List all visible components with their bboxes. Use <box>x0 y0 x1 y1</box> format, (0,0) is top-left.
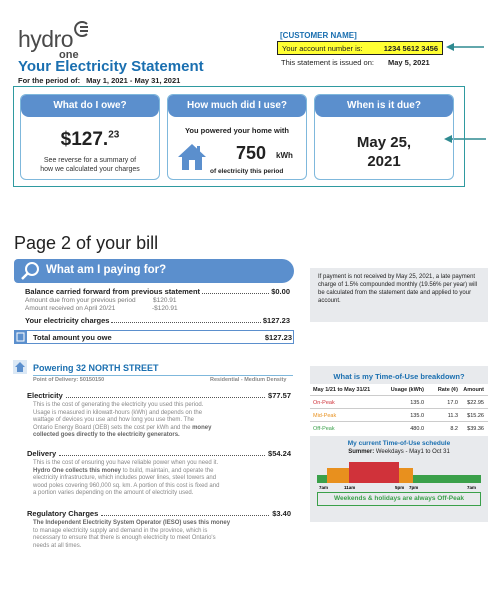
regulatory-row <box>27 509 291 518</box>
desc-bold: Hydro One collects this money <box>33 467 122 474</box>
desc-line: electricity infrastructure, which includes power lines, steel towers and <box>33 475 217 481</box>
electricity-charges-value: $127.23 <box>262 316 290 325</box>
home-icon <box>13 360 27 374</box>
desc-line: wattage of devices you use and how long you use them. The <box>33 417 194 423</box>
rate-class: Residential - Medium Density <box>210 377 287 383</box>
desc-line: needs at all times. <box>33 542 82 549</box>
usage-unit: kWh <box>276 151 293 160</box>
total-owed-label: Total amount you owe <box>33 333 112 342</box>
leader-dots <box>66 397 265 398</box>
regulatory-description <box>33 520 291 550</box>
tou-amount: $15.26 <box>467 413 484 419</box>
regulatory-value: $3.40 <box>272 509 291 518</box>
tou-period: On-Peak <box>313 400 335 406</box>
tou-amount: $22.95 <box>467 400 484 406</box>
tou-rate: 11.3 <box>447 413 458 419</box>
desc-line <box>33 520 291 528</box>
account-number-box <box>277 41 443 55</box>
received-value: -$120.91 <box>152 305 178 312</box>
amount-owed <box>21 129 159 151</box>
tou-usage: 135.0 <box>410 413 424 419</box>
desc-text: to build, maintain, and operate the <box>122 467 214 474</box>
tou-col-usage: Usage (kWh) <box>390 387 424 393</box>
tou-col-rate: Rate (¢) <box>437 387 458 393</box>
tou-col-amount: Amount <box>463 387 484 393</box>
account-number: 1234 5612 3456 <box>383 44 438 53</box>
due-date-line-1: May 25, <box>356 134 412 151</box>
schedule-title: My current Time-of-Use schedule <box>347 440 451 447</box>
desc-line <box>33 432 291 440</box>
leader-dots <box>59 455 265 456</box>
tou-usage: 480.0 <box>410 426 424 432</box>
regulatory-label: Regulatory Charges <box>27 509 99 518</box>
statement-period <box>18 76 180 85</box>
prev-due-value: $120.91 <box>153 297 177 304</box>
tou-rate: 17.0 <box>447 400 458 406</box>
tick-5pm: 5pm <box>395 485 405 490</box>
late-payment-notice: If payment is not received by May 25, 2021, a late payment charge of 1.5% compounded monthly (19.56% per year) will be calculated from the statement date and applied to your account. <box>310 268 488 322</box>
due-date <box>315 133 453 171</box>
tick-7am: 7am <box>319 485 329 490</box>
period-value: May 1, 2021 - May 31, 2021 <box>86 76 181 85</box>
customer-name: [CUSTOMER NAME] <box>280 31 357 40</box>
issued-date: May 5, 2021 <box>387 58 430 67</box>
mid-peak-block-evening <box>399 468 413 483</box>
tou-amount: $39.36 <box>467 426 484 432</box>
divider <box>33 375 293 376</box>
desc-line <box>33 425 291 433</box>
desc-line: wood poles covering 960,000 sq. km. A portion of this cost is fixed and <box>33 482 220 489</box>
tou-row-off-peak <box>310 423 488 435</box>
schedule-season: Summer: <box>348 449 375 455</box>
desc-line: This is the cost of ensuring you have reliable power when you need it. <box>33 460 219 466</box>
spacer <box>114 339 263 340</box>
electricity-description <box>33 402 291 440</box>
tou-header-row <box>310 384 488 396</box>
desc-line: a portion varies depending on the amount of electricity used. <box>33 490 194 496</box>
total-owed-row <box>33 333 292 342</box>
due-date-card <box>314 94 454 180</box>
tou-usage: 135.0 <box>410 400 424 406</box>
on-peak-block <box>349 462 399 483</box>
logo-one: one <box>59 49 79 61</box>
amount-owed-note-line-1: See reverse for a summary of <box>43 157 137 164</box>
balance-forward-label: Balance carried forward from previous statement <box>25 287 201 296</box>
desc-bold: money <box>192 424 212 431</box>
off-peak-block-morning <box>317 475 327 483</box>
logo-mark-icon <box>73 20 91 38</box>
magnifier-icon <box>20 261 42 281</box>
desc-bold: The Independent Electricity System Operator (IESO) uses this money <box>33 520 231 526</box>
total-owed-value: $127.23 <box>264 333 292 342</box>
tick-7pm: 7pm <box>409 485 419 490</box>
electricity-charges-row <box>25 316 290 325</box>
tou-period: Off-Peak <box>313 426 335 432</box>
usage-intro: You powered your home with <box>184 126 290 135</box>
issued-label: This statement is issued on: <box>281 58 374 67</box>
desc-line <box>33 468 291 476</box>
schedule-range: Weekdays - May1 to Oct 31 <box>375 449 450 455</box>
electricity-value: $77.57 <box>268 391 291 400</box>
tou-schedule-chart <box>317 458 481 490</box>
received-label: Amount received on April 20/21 <box>25 305 116 312</box>
account-label: Your account number is: <box>282 44 363 53</box>
off-peak-block-night <box>413 475 481 483</box>
desc-line: to manage electricity supply and demand in the province, which is <box>33 527 208 534</box>
desc-line: This is the cost of generating the electricity you used this period. <box>33 402 204 408</box>
statement-title: Your Electricity Statement <box>18 58 204 75</box>
electricity-label: Electricity <box>27 391 63 400</box>
electricity-charges-label: Your electricity charges <box>25 316 110 325</box>
document-icon <box>14 330 27 344</box>
electricity-row <box>27 391 291 400</box>
amount-owed-note-line-2: how we calculated your charges <box>40 166 140 173</box>
logo-word: hydro <box>18 26 74 52</box>
point-of-delivery: Point of Delivery: 50150150 <box>33 377 105 383</box>
tou-row-on-peak <box>310 397 488 409</box>
amount-owed-note <box>21 156 159 174</box>
desc-line: necessary to ensure that there is enough electricity to meet Ontario's <box>33 535 216 541</box>
amount-owed-cents: 23 <box>108 129 120 141</box>
tou-period: Mid-Peak <box>313 413 337 419</box>
house-icon <box>177 142 207 172</box>
tou-title: What is my Time-of-Use breakdown? <box>333 372 465 381</box>
prev-due-label: Amount due from your previous period <box>25 297 136 304</box>
usage-heading: How much did I use? <box>168 95 306 117</box>
desc-bold: collected goes directly to the electricity generators. <box>33 432 180 438</box>
leader-dots <box>101 515 269 516</box>
hydro-one-logo <box>18 20 98 62</box>
page-2-title: Page 2 of your bill <box>14 233 159 253</box>
amount-owed-dollars: $127. <box>60 129 109 150</box>
mid-peak-block-morning <box>327 468 349 483</box>
usage-card <box>167 94 307 180</box>
leader-dots <box>111 322 260 323</box>
due-date-heading: When is it due? <box>315 95 453 117</box>
issued-date-line <box>281 58 430 67</box>
tick-7am-end: 7am <box>467 485 477 490</box>
balance-forward-row <box>25 287 290 296</box>
period-label: For the period of: <box>18 76 81 85</box>
amount-owed-heading: What do I owe? <box>21 95 159 117</box>
tick-11am: 11am <box>344 485 356 490</box>
delivery-label: Delivery <box>27 449 57 458</box>
delivery-row <box>27 449 291 458</box>
balance-forward-value: $0.00 <box>271 287 290 296</box>
paying-for-title: What am I paying for? <box>46 264 167 276</box>
amount-owed-card <box>20 94 160 180</box>
delivery-description <box>33 460 291 498</box>
weekend-note: Weekends & holidays are always Off-Peak <box>317 492 481 506</box>
total-owed-marker <box>14 330 27 344</box>
usage-value: 750 <box>236 143 267 163</box>
tou-rate: 8.2 <box>450 426 458 432</box>
schedule-subtitle <box>310 449 488 455</box>
service-address-title: Powering 32 NORTH STREET <box>33 363 159 373</box>
account-pointer-arrow-icon <box>446 42 486 52</box>
usage-sub: of electricity this period <box>210 168 284 175</box>
tou-col-period: May 1/21 to May 31/21 <box>313 387 371 393</box>
desc-line: Usage is measured in kilowatt-hours (kWh) and depends on the <box>33 409 203 416</box>
due-date-line-2: 2021 <box>367 153 401 170</box>
delivery-value: $54.24 <box>268 449 291 458</box>
tou-table <box>310 384 488 436</box>
tou-row-mid-peak <box>310 410 488 422</box>
desc-text: Ontario Energy Board (OEB) sets the cost per kWh and the <box>33 424 191 431</box>
leader-dots <box>202 293 269 294</box>
